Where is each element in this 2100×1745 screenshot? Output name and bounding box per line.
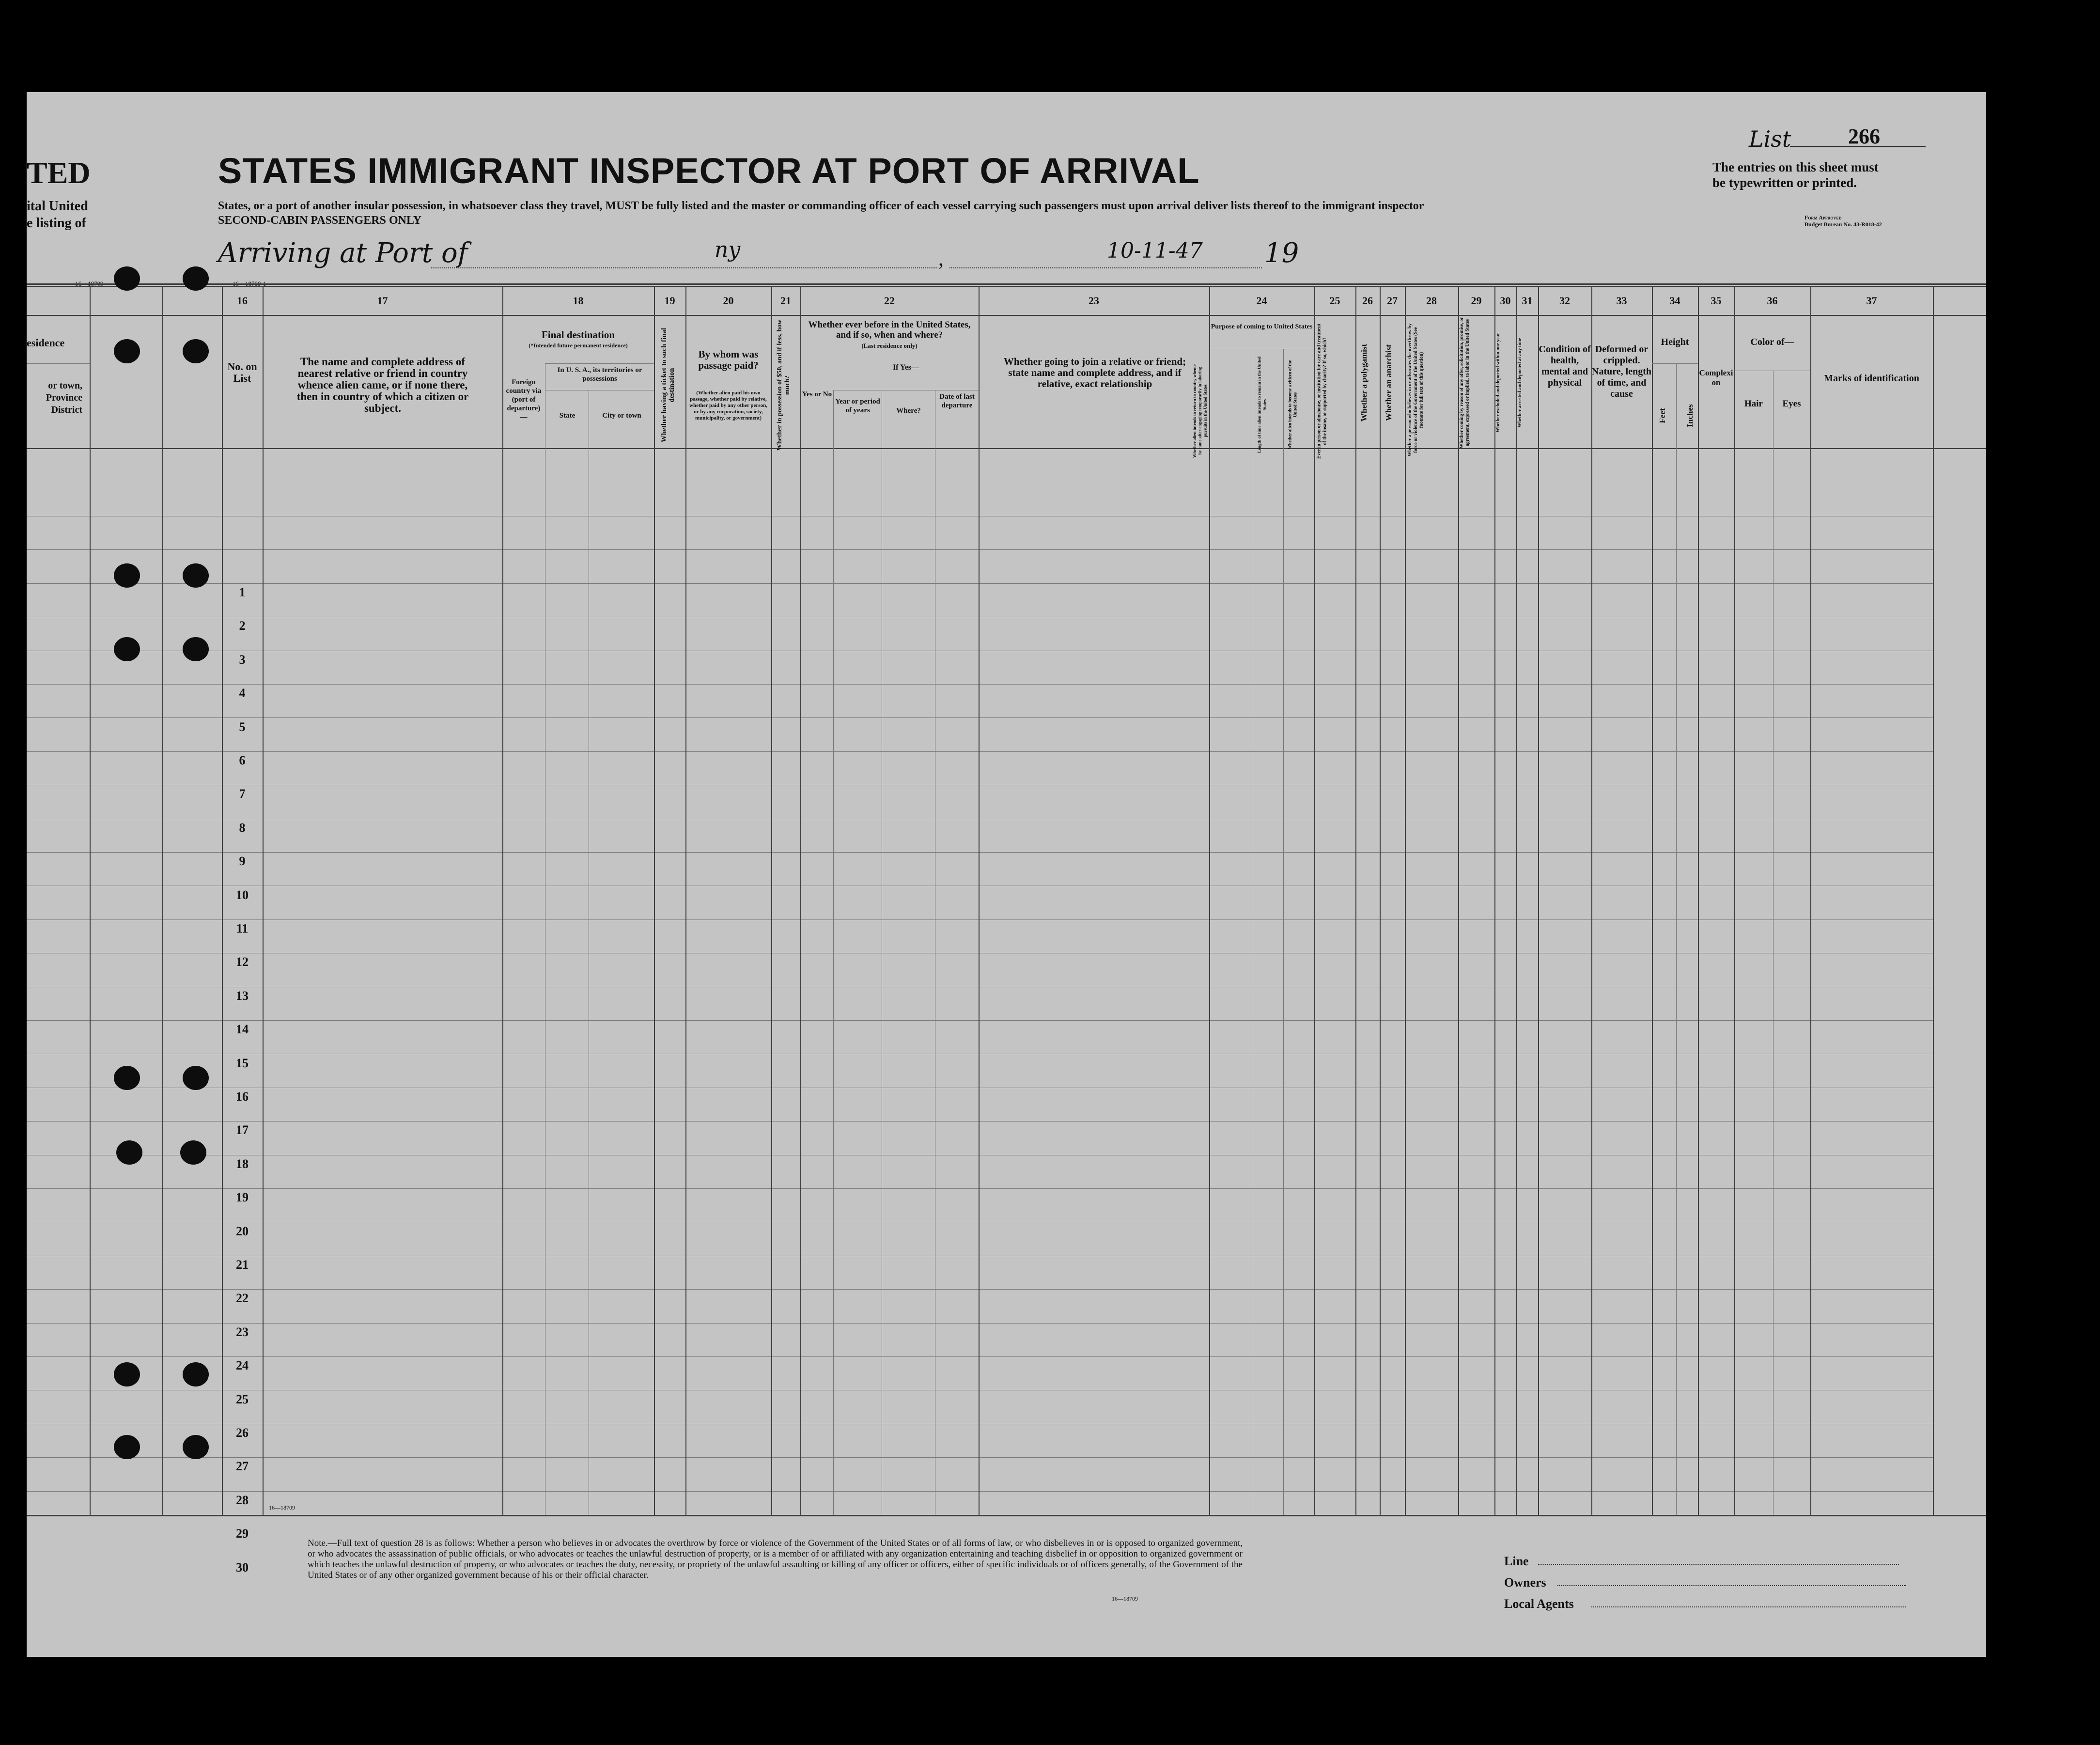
row-number: 1	[239, 585, 246, 599]
vline-25	[1314, 286, 1315, 1515]
header-col22-year: Year or period of years	[835, 398, 880, 414]
subtitle-line1: States, or a port of another insular possession, in whatsoever class they travel, MUST be fully listed and the master or commanding officer of each vessel carrying such passengers must upon arrival deliver lists thereof to the immigrant inspector	[218, 200, 1424, 212]
header-col20-sub: (Whether alien paid his own passage, whether paid by relative, whether paid by any other person, or by any corporation, society, municipality, or government)	[689, 390, 767, 421]
vline-22	[800, 286, 801, 1515]
punch-hole	[114, 563, 140, 588]
colnum-28: 28	[1426, 295, 1437, 307]
vline-34	[1652, 286, 1653, 1515]
row-number: 29	[236, 1527, 249, 1541]
row-number: 22	[236, 1291, 249, 1306]
colnum-35: 35	[1711, 295, 1722, 307]
row-number: 20	[236, 1224, 249, 1238]
row-number: 19	[236, 1190, 249, 1205]
row-line	[27, 549, 1933, 550]
vline-16	[222, 286, 223, 1515]
punch-hole	[114, 637, 140, 661]
row-number: 6	[239, 753, 246, 767]
row-number: 4	[239, 686, 246, 701]
vline-37	[1810, 286, 1811, 1515]
vline-26	[1355, 286, 1356, 1515]
punch-hole	[114, 1435, 140, 1459]
row-line	[27, 1356, 1933, 1357]
footer-code: 16—18709	[269, 1504, 295, 1511]
header-col26: Whether a polygamist	[1359, 343, 1369, 422]
vline-17	[263, 286, 264, 1515]
colnum-22: 22	[884, 295, 895, 307]
header-col34-inches: Inches	[1685, 404, 1695, 427]
vline-24-b	[1283, 349, 1284, 1515]
left-town-1: or town,	[48, 380, 82, 391]
header-col18-usa: In U. S. A., its territories or possessions	[557, 366, 642, 383]
colnum-25: 25	[1329, 295, 1340, 307]
arriving-label: Arriving at Port of	[218, 237, 468, 269]
header-col22-date: Date of last departure	[939, 393, 975, 409]
header-col22-if-yes: If Yes—	[892, 363, 919, 372]
header-col24-a: Whether alien intends to return to country whence he came after engaging temporarily in laboring pursuits in the United States	[1192, 363, 1208, 458]
small-code: 16—18709	[75, 280, 104, 287]
header-col18-title: Final destination	[541, 329, 615, 341]
vline-32	[1538, 286, 1539, 1515]
row-number: 2	[239, 619, 246, 633]
small-code-2: 16—18709-1	[233, 280, 266, 287]
row-line	[27, 1323, 1933, 1324]
vline-20	[685, 286, 686, 1515]
local-agents-field[interactable]	[1591, 1606, 1906, 1607]
vline-34-sub	[1676, 363, 1677, 1515]
colnum-16: 16	[237, 295, 248, 307]
header-col31: Whether arrested and deported at any time	[1517, 338, 1523, 428]
header-col24-c: Whether alien intends to become a citizen of the United States	[1287, 360, 1298, 450]
arriving-port-line	[431, 267, 937, 268]
colnum-17: 17	[377, 295, 388, 307]
vline-30	[1494, 286, 1495, 1515]
row-line	[27, 919, 1933, 920]
header-col37: Marks of identification	[1824, 373, 1919, 384]
header-col36-eyes: Eyes	[1782, 399, 1801, 409]
vline-19	[654, 286, 655, 1515]
comma: ,	[938, 247, 944, 270]
header-col19: Whether having a ticket to such final destination	[660, 327, 676, 443]
form-approved-line1: Form Approved	[1804, 214, 1842, 221]
row-number: 13	[236, 988, 249, 1003]
instructions-line1: The entries on this sheet must	[1712, 160, 1879, 174]
line-label: Line	[1504, 1554, 1529, 1568]
colnum-32: 32	[1559, 295, 1570, 307]
header-col24-title: Purpose of coming to United States	[1211, 323, 1313, 330]
row-number: 11	[236, 921, 249, 935]
row-number: 24	[236, 1358, 249, 1373]
header-col34-title: Height	[1661, 337, 1689, 347]
row-line	[27, 1457, 1933, 1458]
vline-24	[1209, 286, 1210, 1515]
hline-34	[1652, 363, 1698, 364]
header-col25: Ever in prison or almshouse, or institution for care and treatment of the insane, or supported by charity? If so, which?	[1316, 323, 1328, 459]
footer-note: Note.—Full text of question 28 is as follows: Whether a person who believes in or advocates the overthrow by force or violence of the Government of the United States or of all forms of law, or who disbelieves in or is opposed to organized government, or who advocates the assassination of public officials, or who advocates or teaches the unlawful destruction of property, or is a member of or affiliated with any organization entertaining and teaching disbelief in or opposition to organized government or which teaches the unlawful destruction of property, or who advocates or teaches the duty, necessity, or propriety of the unlawful assaulting or killing of any officer or officers, either of specific individuals or of officers generally, of the Government of the United States or of any other organized government because of his or their official character.	[308, 1538, 1243, 1580]
colnum-24: 24	[1256, 295, 1267, 307]
colnum-23: 23	[1089, 295, 1099, 307]
subtitle-line2: SECOND-CABIN PASSENGERS ONLY	[218, 214, 422, 227]
punch-hole	[183, 1362, 209, 1387]
vline-left-1	[90, 286, 91, 1515]
header-col23: Whether going to join a relative or friend; state name and complete address, and if relative, exact relationship	[1003, 356, 1186, 390]
instructions-line2: be typewritten or printed.	[1712, 175, 1857, 190]
row-number: 27	[236, 1459, 249, 1474]
header-col36-hair: Hair	[1744, 399, 1763, 409]
row-line	[27, 684, 1933, 685]
header-no-on-list: No. on List	[227, 360, 257, 384]
punch-hole	[183, 266, 209, 291]
row-number: 16	[236, 1090, 249, 1104]
colnum-19: 19	[664, 295, 675, 307]
vline-29	[1458, 286, 1459, 1515]
vline-23	[979, 286, 980, 1515]
vline-21	[771, 286, 772, 1515]
row-number: 26	[236, 1426, 249, 1440]
row-line	[27, 751, 1933, 752]
header-bottom-line	[27, 448, 1986, 449]
arriving-port-value: ny	[715, 237, 741, 262]
colnum-line	[27, 315, 1986, 316]
header-col32: Condition of health, mental and physical	[1539, 344, 1591, 388]
line-field[interactable]	[1538, 1564, 1899, 1565]
punch-hole	[183, 563, 209, 588]
left-fragment-line1: ital United	[27, 199, 88, 214]
left-fragment-line2: e listing of	[27, 216, 86, 231]
vline-end	[1933, 286, 1934, 1515]
punch-hole	[114, 1362, 140, 1387]
owners-field[interactable]	[1557, 1585, 1906, 1586]
vline-22-yesno	[833, 390, 834, 1515]
left-fragment-title: TED	[27, 156, 91, 190]
row-line	[27, 1020, 1933, 1021]
arriving-date-value: 10-11-47	[1107, 238, 1203, 263]
year-prefix: 19	[1264, 237, 1299, 269]
colnum-31: 31	[1522, 295, 1533, 307]
punch-hole	[180, 1140, 206, 1165]
colnum-30: 30	[1500, 295, 1511, 307]
header-col22-sub: (Last residence only)	[861, 342, 918, 349]
colnum-34: 34	[1669, 295, 1680, 307]
manifest-sheet	[27, 92, 1986, 1657]
footer-note-code: 16—18709	[1112, 1595, 1138, 1602]
row-number: 21	[236, 1258, 249, 1272]
colnum-26: 26	[1362, 295, 1373, 307]
header-col18-city: City or town	[602, 412, 641, 420]
header-col18-state: State	[559, 412, 576, 420]
arriving-date-line	[949, 267, 1262, 268]
vline-27	[1380, 286, 1381, 1515]
punch-hole	[114, 1066, 140, 1090]
colnum-33: 33	[1616, 295, 1627, 307]
vline-28	[1405, 286, 1406, 1515]
local-agents-label: Local Agents	[1504, 1597, 1574, 1611]
header-col36-title: Color of—	[1750, 337, 1794, 347]
row-number: 18	[236, 1156, 249, 1171]
punch-hole	[183, 339, 209, 363]
punch-hole	[114, 339, 140, 363]
punch-hole	[116, 1140, 142, 1165]
punch-hole	[183, 637, 209, 661]
table-top-line-2	[27, 286, 1986, 287]
left-town-2: Province	[46, 392, 82, 403]
header-col17: The name and complete address of nearest relative or friend in country whence alien came, or if none there, then in country of which a citizen or subject.	[296, 356, 469, 414]
header-col34-feet: Feet	[1658, 408, 1667, 423]
owners-label: Owners	[1504, 1575, 1546, 1589]
row-number: 7	[239, 787, 246, 801]
row-line	[27, 1121, 1933, 1122]
header-col18-foreign: Foreign country via (port of departure)—	[506, 378, 542, 421]
header-col22-yesno: Yes or No	[802, 390, 832, 398]
row-line	[27, 583, 1933, 584]
colnum-27: 27	[1387, 295, 1398, 307]
vline-36	[1734, 286, 1735, 1515]
row-number: 15	[236, 1056, 249, 1070]
vline-18	[502, 286, 503, 1515]
vline-35	[1698, 286, 1699, 1515]
row-line	[27, 1188, 1933, 1189]
left-residence: esidence	[27, 337, 65, 349]
row-line	[27, 717, 1933, 718]
vline-left-2	[162, 286, 163, 1515]
vline-33	[1591, 286, 1592, 1515]
table-top-line	[27, 283, 1986, 285]
colnum-29: 29	[1471, 295, 1482, 307]
row-number: 17	[236, 1123, 249, 1137]
row-line	[27, 1491, 1933, 1492]
vline-31	[1516, 286, 1517, 1515]
colnum-20: 20	[723, 295, 734, 307]
row-number: 14	[236, 1022, 249, 1037]
header-col27: Whether an anarchist	[1384, 344, 1393, 421]
row-number: 10	[236, 888, 249, 902]
row-number: 28	[236, 1493, 249, 1507]
list-number: 266	[1848, 125, 1880, 148]
hline-18a	[545, 363, 654, 364]
form-approved-line2: Budget Bureau No. 43-R018-42	[1804, 221, 1882, 228]
row-number: 25	[236, 1392, 249, 1406]
header-col29: Whether coming by reason of any offer, solicitation, promise, or agreement, expressed or implied, to labor in the United States	[1459, 317, 1470, 449]
punch-hole	[183, 1066, 209, 1090]
punch-hole	[114, 266, 140, 291]
row-number: 5	[239, 719, 246, 734]
row-number: 8	[239, 820, 246, 835]
row-number: 9	[239, 854, 246, 869]
page-title: STATES IMMIGRANT INSPECTOR AT PORT OF ARRIVAL	[218, 151, 1200, 191]
row-number: 30	[236, 1560, 249, 1574]
header-col24-b: Length of time alien intends to remain in the United States	[1257, 356, 1267, 453]
row-number: 23	[236, 1324, 249, 1339]
colnum-21: 21	[780, 295, 791, 307]
header-col33: Deformed or crippled. Nature, length of time, and cause	[1592, 344, 1651, 399]
colnum-18: 18	[573, 295, 584, 307]
header-col30: Whether excluded and deported within one year	[1495, 333, 1501, 433]
colnum-36: 36	[1767, 295, 1778, 307]
header-col35: Complexion	[1699, 368, 1733, 387]
row-line	[27, 852, 1933, 853]
punch-hole	[183, 1435, 209, 1459]
row-number: 3	[239, 652, 246, 667]
list-label: List	[1749, 126, 1791, 152]
hline-left	[27, 363, 90, 364]
header-col21: Whether in possession of $50, and if less, how much?	[776, 319, 791, 451]
colnum-37: 37	[1866, 295, 1877, 307]
row-line	[27, 1289, 1933, 1290]
table-bottom-line	[27, 1515, 1986, 1516]
header-col22-where: Where?	[896, 407, 921, 415]
header-col18-sub: (*Intended future permanent residence)	[529, 342, 628, 349]
left-town-3: District	[51, 405, 82, 415]
row-number: 12	[236, 955, 249, 969]
header-col28: Whether a person who believes in or advocates the overthrow by force or violence of the Government of the United States (See footnote for full text of this question)	[1407, 323, 1424, 457]
header-col20-title: By whom was passage paid?	[698, 348, 759, 371]
header-col22-title: Whether ever before in the United States, and if so, when and where?	[808, 320, 971, 340]
